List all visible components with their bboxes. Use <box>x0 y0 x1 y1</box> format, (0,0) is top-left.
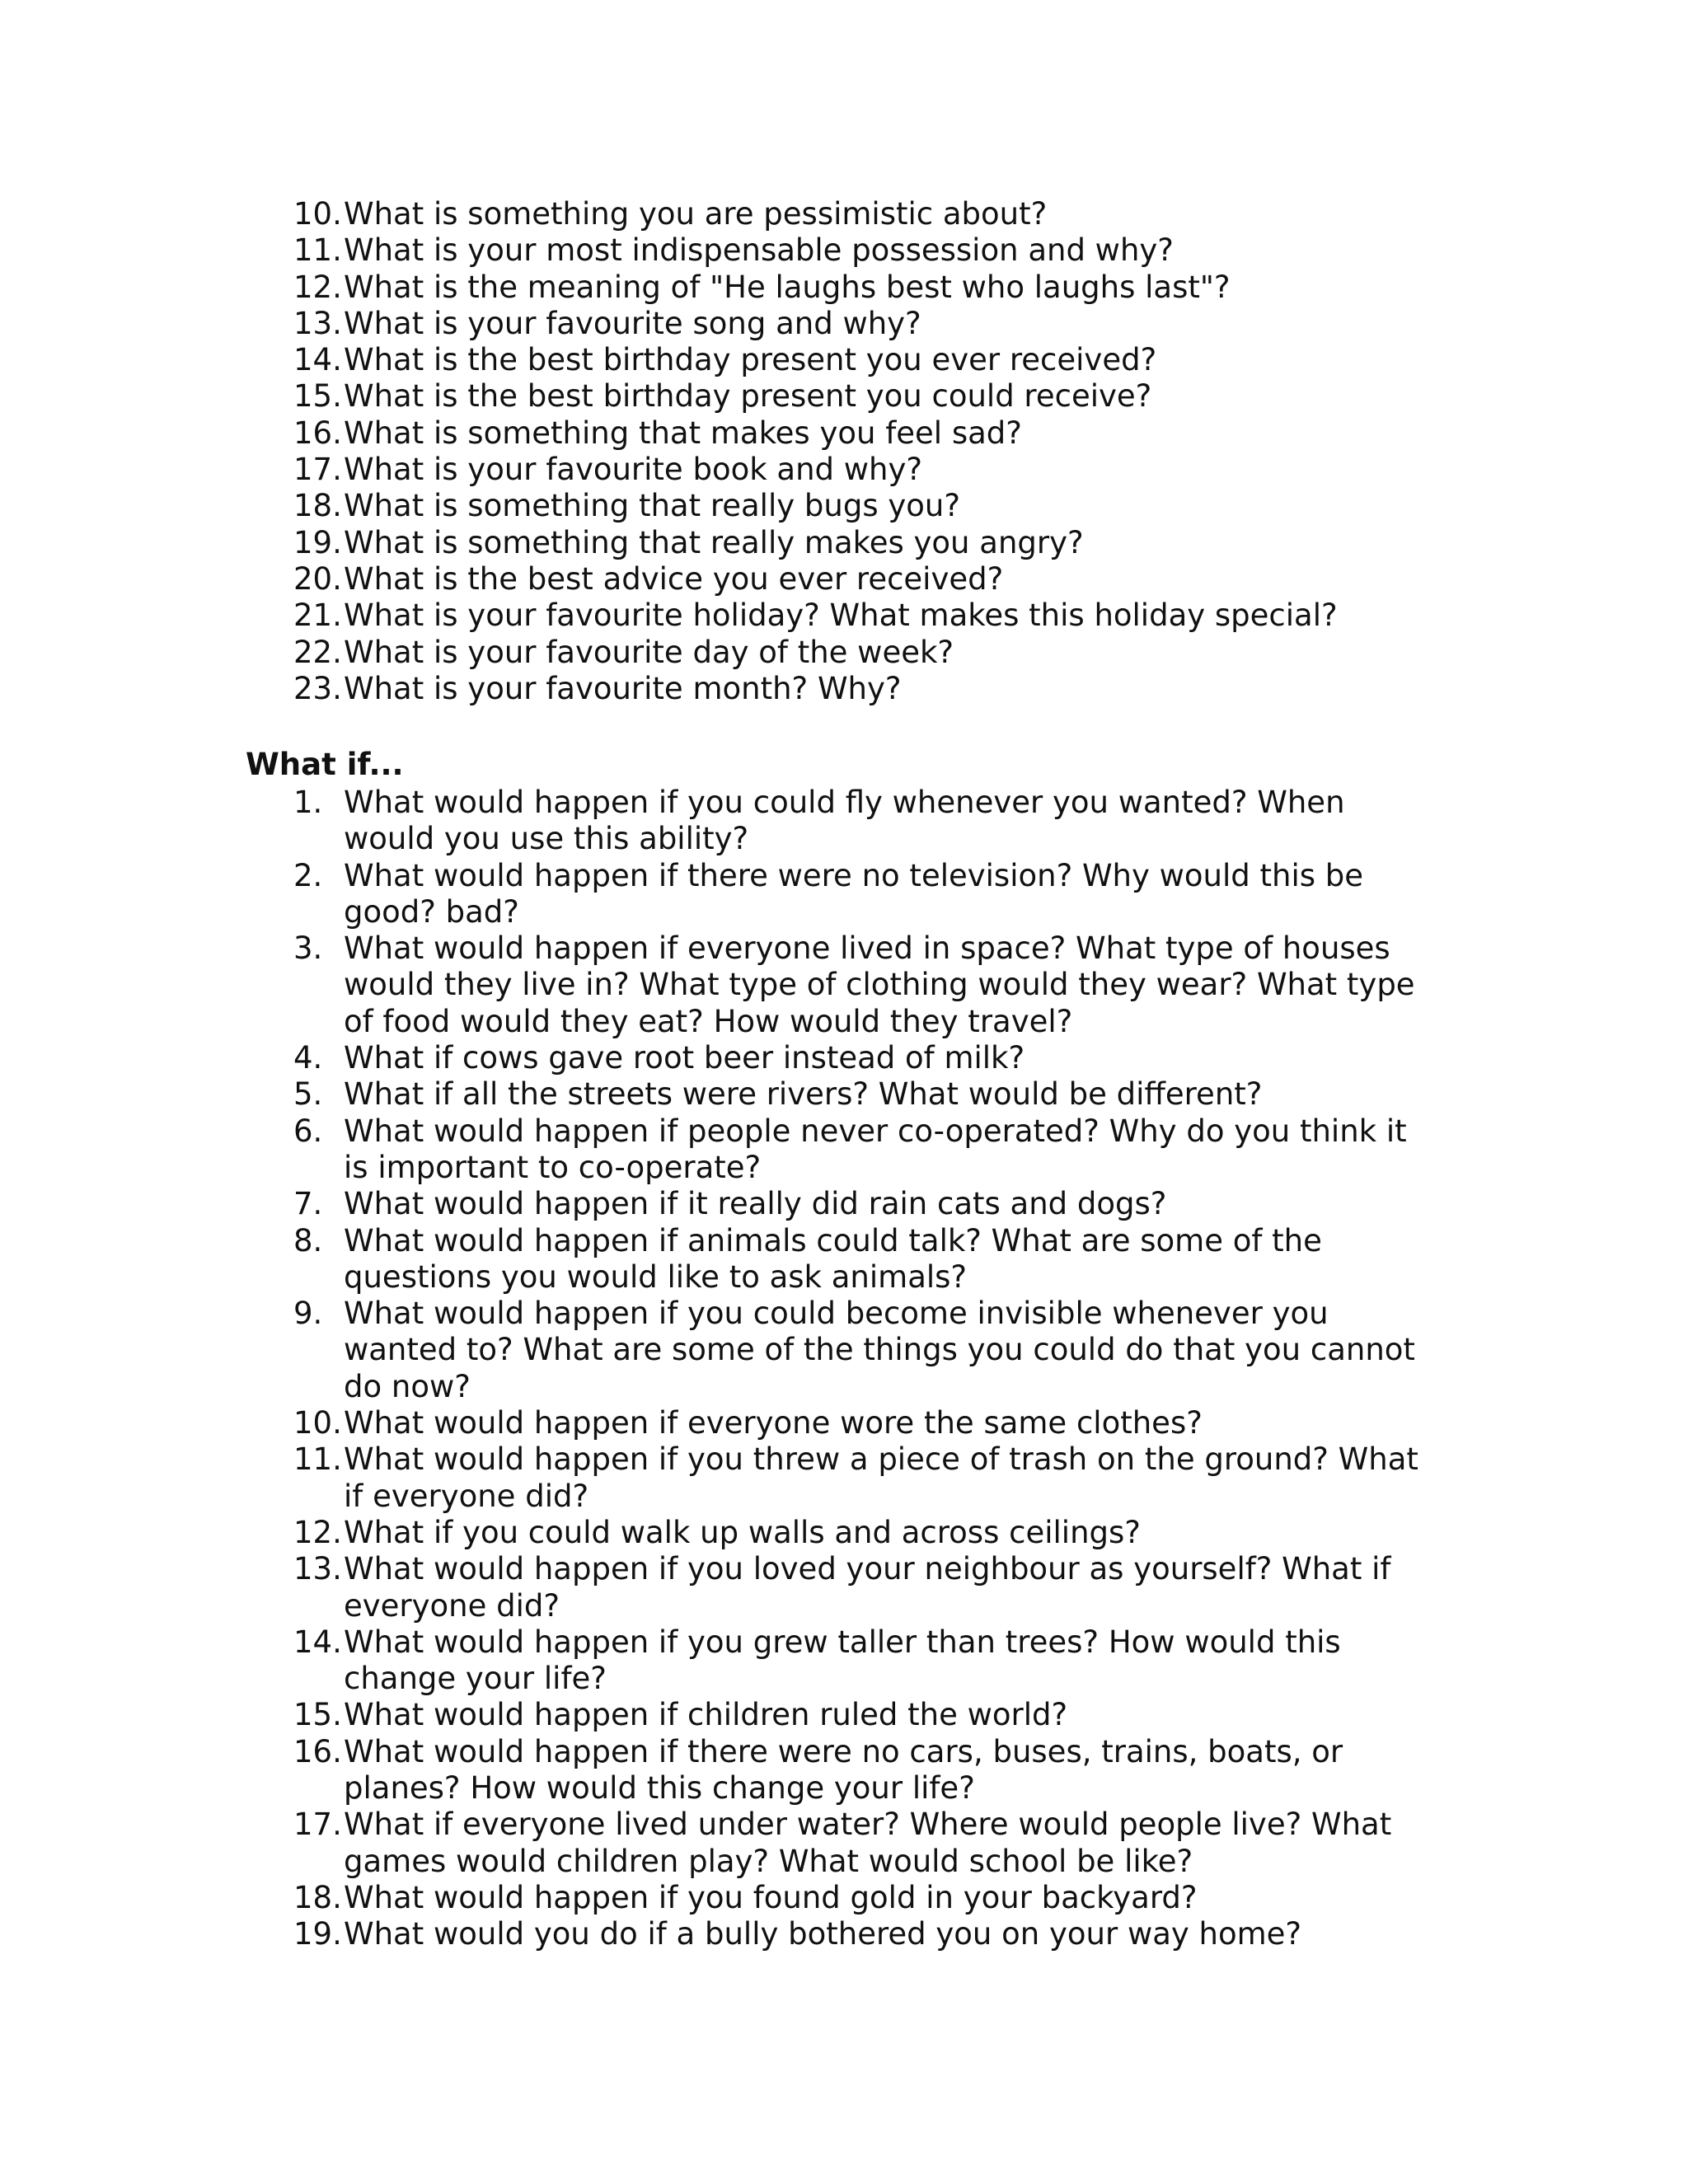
list-item <box>293 1551 1431 1624</box>
item-number: 11. <box>293 232 342 269</box>
item-number: 20. <box>293 560 342 597</box>
list-item <box>293 1515 1431 1551</box>
item-text: What is something that makes you feel sad? <box>344 415 1022 451</box>
list-item <box>293 930 1431 1040</box>
item-text: What if everyone lived under water? Where would people live? What games would children play? What would school be like? <box>344 1807 1392 1879</box>
item-text: What is your favourite song and why? <box>344 305 921 341</box>
item-text: What is your most indispensable possession and why? <box>344 232 1174 269</box>
list-item <box>293 196 1431 232</box>
list-item <box>293 1040 1431 1076</box>
item-number: 8. <box>293 1222 323 1258</box>
item-number: 5. <box>293 1076 323 1113</box>
item-number: 16. <box>293 415 342 451</box>
list-item <box>293 342 1431 378</box>
item-number: 22. <box>293 634 342 670</box>
item-text: What is the best birthday present you ever received? <box>344 342 1157 378</box>
item-text: What is your favourite holiday? What makes this holiday special? <box>344 598 1338 634</box>
item-number: 7. <box>293 1186 323 1222</box>
item-number: 14. <box>293 342 342 378</box>
item-number: 6. <box>293 1113 323 1149</box>
list-item <box>293 269 1431 306</box>
item-text: What is the best birthday present you could receive? <box>344 378 1152 415</box>
list-item <box>293 1807 1431 1880</box>
list-item <box>293 1113 1431 1187</box>
list-item <box>293 1916 1431 1952</box>
question-list-general <box>293 196 1431 707</box>
item-number: 3. <box>293 930 323 967</box>
item-number: 14. <box>293 1624 342 1660</box>
item-number: 13. <box>293 305 342 341</box>
list-item <box>293 1880 1431 1916</box>
item-text: What would happen if there were no television? Why would this be good? bad? <box>344 857 1364 930</box>
list-item <box>293 598 1431 634</box>
item-text: What would happen if it really did rain cats and dogs? <box>344 1186 1167 1222</box>
list-item <box>293 1186 1431 1222</box>
item-number: 16. <box>293 1733 342 1769</box>
item-text: What would happen if people never co-operated? Why do you think it is important to co-operate? <box>344 1113 1407 1185</box>
list-item <box>293 378 1431 415</box>
list-item <box>293 1405 1431 1441</box>
item-number: 21. <box>293 598 342 634</box>
list-item <box>293 452 1431 488</box>
list-item <box>293 525 1431 561</box>
list-item <box>293 488 1431 524</box>
list-item <box>293 1223 1431 1296</box>
question-list-what-if <box>293 785 1431 1953</box>
item-number: 9. <box>293 1296 323 1332</box>
list-item <box>293 671 1431 707</box>
item-text: What is something that really makes you angry? <box>344 524 1084 560</box>
item-text: What would happen if you grew taller than trees? How would this change your life? <box>344 1624 1341 1697</box>
item-text: What if cows gave root beer instead of milk? <box>344 1040 1025 1076</box>
list-item <box>293 1076 1431 1113</box>
item-text: What would happen if you threw a piece of trash on the ground? What if everyone did? <box>344 1441 1418 1514</box>
item-number: 19. <box>293 524 342 560</box>
item-text: What is the best advice you ever received? <box>344 560 1004 597</box>
item-number: 17. <box>293 1807 342 1843</box>
item-number: 4. <box>293 1040 323 1076</box>
list-item <box>293 306 1431 342</box>
item-number: 19. <box>293 1916 342 1952</box>
item-number: 12. <box>293 1514 342 1550</box>
item-text: What would happen if everyone lived in space? What type of houses would they live in? What type of clothing would they wear? What type of food would they eat? How would they travel? <box>344 930 1415 1039</box>
item-text: What if all the streets were rivers? What would be different? <box>344 1076 1263 1113</box>
item-text: What would happen if children ruled the world? <box>344 1697 1068 1733</box>
item-number: 15. <box>293 1697 342 1733</box>
item-text: What would happen if you loved your neighbour as yourself? What if everyone did? <box>344 1551 1391 1624</box>
item-number: 18. <box>293 488 342 524</box>
item-number: 10. <box>293 1405 342 1441</box>
list-item <box>293 1296 1431 1405</box>
list-item <box>293 785 1431 858</box>
item-number: 11. <box>293 1441 342 1478</box>
item-text: What is something you are pessimistic about? <box>344 196 1048 232</box>
list-item <box>293 232 1431 269</box>
item-number: 23. <box>293 670 342 706</box>
list-item <box>293 1734 1431 1807</box>
list-item <box>293 858 1431 931</box>
item-text: What is your favourite day of the week? <box>344 634 954 670</box>
item-text: What if you could walk up walls and across ceilings? <box>344 1514 1141 1550</box>
item-text: What is something that really bugs you? <box>344 488 960 524</box>
item-text: What is your favourite month? Why? <box>344 670 902 706</box>
item-number: 13. <box>293 1551 342 1587</box>
section-heading: What if... <box>246 747 404 782</box>
item-text: What would happen if you found gold in your backyard? <box>344 1879 1198 1915</box>
item-text: What would happen if everyone wore the same clothes? <box>344 1405 1203 1441</box>
item-number: 10. <box>293 196 342 232</box>
list-item <box>293 1624 1431 1698</box>
item-text: What is the meaning of "He laughs best who laughs last"? <box>344 269 1231 305</box>
item-number: 1. <box>293 785 323 820</box>
item-number: 12. <box>293 269 342 305</box>
item-text: What would you do if a bully bothered you on your way home? <box>344 1916 1302 1952</box>
item-text: What is your favourite book and why? <box>344 452 923 488</box>
item-number: 17. <box>293 452 342 488</box>
item-text: What would happen if you could fly whenever you wanted? When would you use this ability? <box>344 785 1345 857</box>
list-item <box>293 561 1431 598</box>
item-number: 15. <box>293 378 342 415</box>
item-number: 18. <box>293 1879 342 1915</box>
item-text: What would happen if animals could talk? What are some of the questions you would like to ask animals? <box>344 1222 1322 1295</box>
list-item <box>293 1441 1431 1515</box>
list-item <box>293 635 1431 671</box>
list-item <box>293 415 1431 452</box>
list-item <box>293 1697 1431 1733</box>
item-number: 2. <box>293 857 323 893</box>
item-text: What would happen if you could become invisible whenever you wanted to? What are some of the things you could do that you cannot do now? <box>344 1296 1415 1404</box>
item-text: What would happen if there were no cars, buses, trains, boats, or planes? How would this change your life? <box>344 1733 1343 1807</box>
